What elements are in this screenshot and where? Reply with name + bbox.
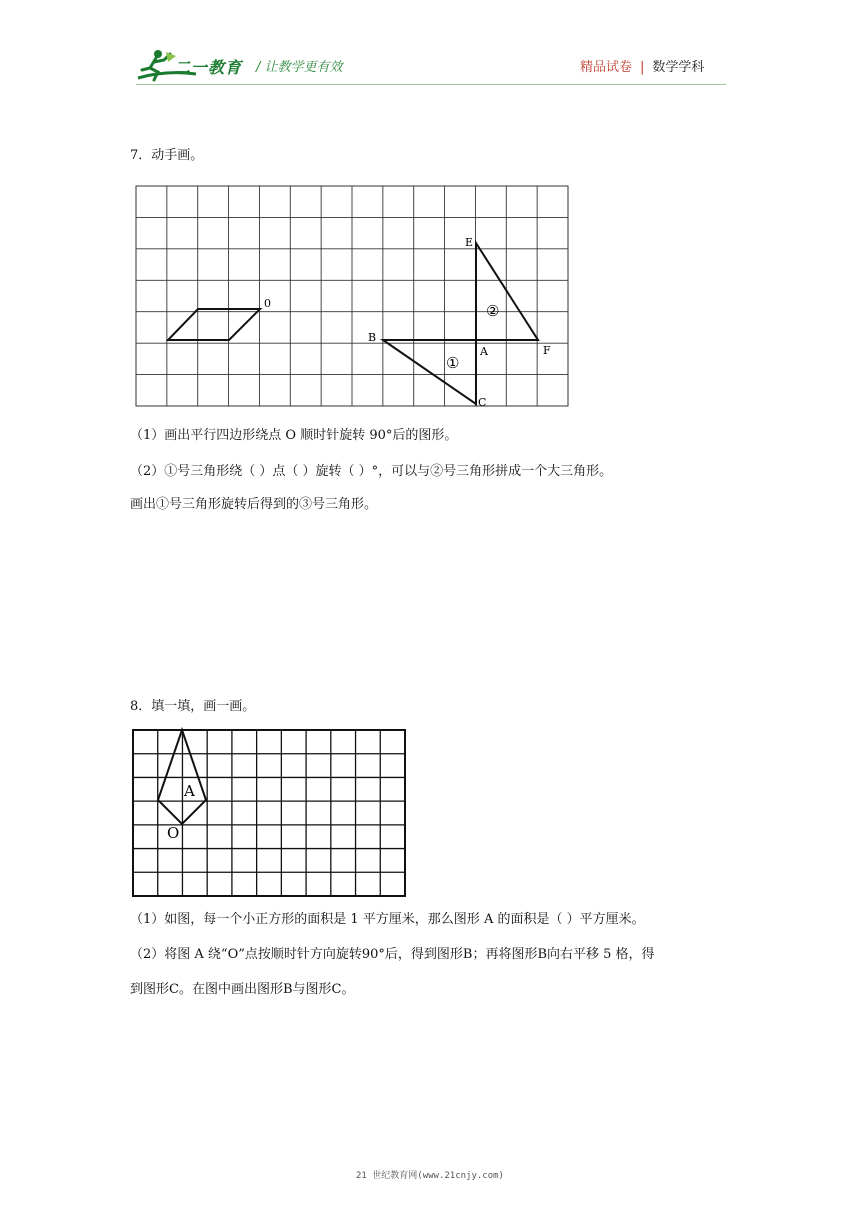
q7-parallelogram (168, 309, 260, 340)
q7-label-c: C (478, 396, 487, 409)
q7-label-b: B (368, 331, 377, 344)
q7-label-f: F (543, 344, 551, 357)
q8-sub1: （1）如图，每一个小正方形的面积是 1 平方厘米，那么图形 A 的面积是（ ）平方厘米。 (130, 912, 645, 927)
q7-label-a: A (480, 345, 488, 358)
q8-label-a: A (184, 782, 195, 800)
header-divider (136, 84, 726, 85)
q8-title: 8．填一填，画一画。 (130, 699, 256, 714)
q7-label-circled-2: ② (486, 302, 500, 320)
q8-sub2: （2）将图 A 绕“O”点按顺时针方向旋转90°后，得到图形B；再将图形B向右平移 5 格，得 (130, 947, 655, 962)
slogan: / 让教学更有效 (256, 60, 343, 75)
q7-triangle-1 (383, 340, 476, 404)
q8-sub2-continued: 到图形C。在图中画出图形B与图形C。 (130, 982, 355, 997)
q8-label-o: O (167, 824, 180, 842)
page-footer: 21 世纪教育网(www.21cnjy.com) (356, 1171, 504, 1181)
q7-label-e: E (465, 236, 474, 249)
q8-grid-figure (128, 726, 410, 902)
header-tags: 精品试卷 | 数学学科 (580, 60, 705, 75)
q7-sub2-continued: 画出①号三角形旋转后得到的③号三角形。 (130, 497, 378, 512)
q7-title: 7．动手画。 (130, 148, 204, 163)
page-header (0, 0, 860, 100)
brand-name: 二一教育 (174, 58, 243, 77)
q7-grid-figure (130, 180, 580, 414)
q7-label-o: 0 (264, 297, 271, 310)
q7-label-circled-1: ① (446, 354, 460, 372)
q7-triangle-2 (476, 243, 538, 340)
tag-subject: 数学学科 (652, 60, 705, 75)
q7-sub1: （1）画出平行四边形绕点 O 顺时针旋转 90°后的图形。 (130, 428, 458, 443)
tag-quality-paper: 精品试卷 (580, 60, 633, 75)
q7-sub2: （2）①号三角形绕（ ）点（ ）旋转（ ）°，可以与②号三角形拼成一个大三角形。 (130, 464, 613, 479)
